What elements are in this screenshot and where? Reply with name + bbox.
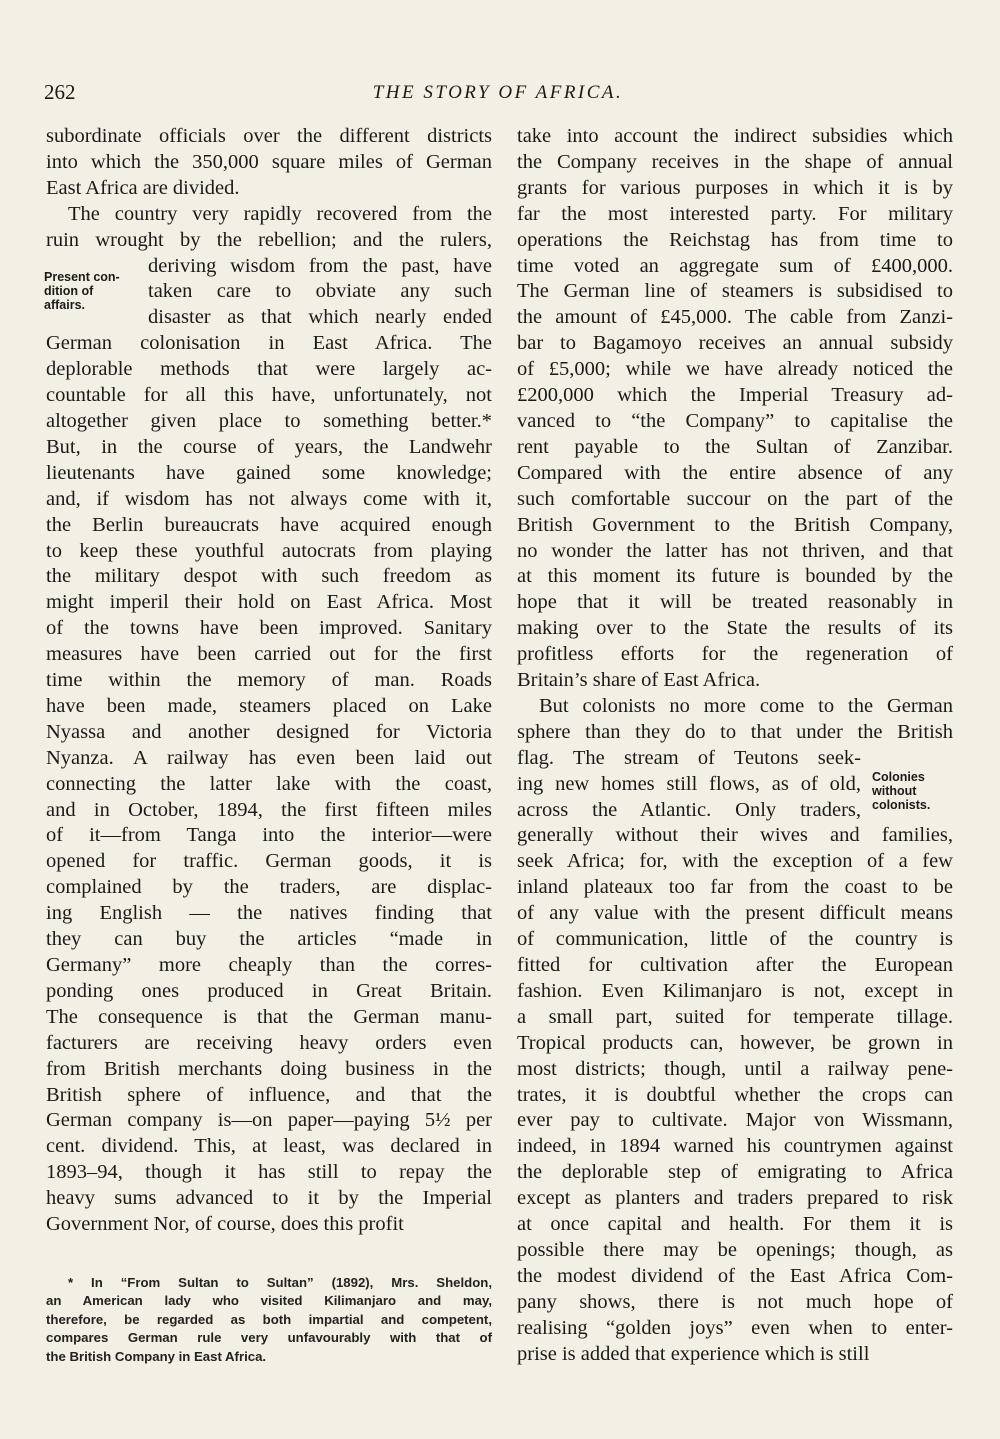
left-column <box>46 124 492 1238</box>
footnote-line: the British Company in East Africa. <box>46 1348 267 1364</box>
left-column-line: The country very rapidly recovered from the <box>68 202 492 225</box>
left-column-line: But, in the course of years, the Landwehr <box>46 435 492 458</box>
right-column <box>517 124 953 1368</box>
right-column-line: prise is added that experience which is still <box>517 1342 870 1365</box>
left-column-line: 1893–94, though it has still to repay the <box>46 1161 492 1184</box>
right-column-line: realising “golden joys” even when to enter- <box>517 1316 953 1339</box>
left-column-line: ing English — the natives finding that <box>46 902 492 925</box>
right-column-line: generally without their wives and families, <box>517 824 953 847</box>
right-column-line: fitted for cultivation after the European <box>517 954 953 976</box>
sidenote-line: affairs. <box>44 298 85 312</box>
left-column-line: measures have been carried out for the first <box>46 643 492 666</box>
right-column-line: vanced to “the Company” to capitalise the <box>517 409 953 432</box>
right-column-line: far the most interested party. For military <box>517 202 953 225</box>
left-column-line: heavy sums advanced to it by the Imperial <box>46 1187 492 1210</box>
right-column-line: Compared with the entire absence of any <box>517 461 953 484</box>
right-column-line: the amount of £45,000. The cable from Zanzi- <box>517 306 953 329</box>
sidenote-line: Colonies <box>872 770 925 784</box>
right-column-line: take into account the indirect subsidies which <box>517 125 953 147</box>
right-column-line: But colonists no more come to the German <box>539 694 953 717</box>
left-column-line: the Berlin bureaucrats have acquired enough <box>46 513 492 536</box>
left-column-line: lieutenants have gained some knowledge; <box>46 461 492 484</box>
left-column-line: cent. dividend. This, at least, was declared in <box>46 1135 492 1158</box>
right-column-line: of communication, little of the country is <box>517 928 953 951</box>
left-column-line: subordinate officials over the different districts <box>46 125 492 147</box>
right-column-line: bar to Bagamoyo receives an annual subsidy <box>517 332 953 355</box>
left-column-line: have been made, steamers placed on Lake <box>46 694 492 717</box>
left-column-line: Nyassa and another designed for Victoria <box>46 720 492 743</box>
left-column-line: the military despot with such freedom as <box>46 565 492 588</box>
footnote <box>46 1274 492 1366</box>
left-column-line: into which the 350,000 square miles of German <box>46 150 492 173</box>
left-column-line: altogether given place to something better.* <box>46 409 492 432</box>
right-column-line: ing new homes still flows, as of old, <box>517 772 861 795</box>
left-column-line: facturers are receiving heavy orders even <box>46 1031 492 1054</box>
left-column-line: complained by the traders, are displac- <box>46 876 492 899</box>
right-column-line: at once capital and health. For them it is <box>517 1213 953 1236</box>
right-column-line: the modest dividend of the East Africa Com- <box>517 1264 953 1287</box>
right-column-line: fashion. Even Kilimanjaro is not, except in <box>517 979 953 1002</box>
right-column-line: operations the Reichstag has from time to <box>517 228 953 251</box>
left-column-line: East Africa are divided. <box>46 176 240 199</box>
left-column-line: countable for all this have, unfortunately, not <box>46 384 492 407</box>
right-column-line: ever pay to cultivate. Major von Wissmann, <box>517 1109 953 1132</box>
right-column-line: possible there may be openings; though, as <box>517 1238 953 1261</box>
right-column-line: The German line of steamers is subsidised to <box>517 280 953 303</box>
left-column-line: from British merchants doing business in the <box>46 1057 492 1080</box>
left-column-line: Government Nor, of course, does this profit <box>46 1213 404 1236</box>
right-column-line: of any value with the present difficult means <box>517 902 953 925</box>
left-column-line: of it—from Tanga into the interior—were <box>46 824 492 847</box>
left-column-line: British sphere of influence, and that the <box>46 1083 492 1106</box>
left-column-line: connecting the latter lake with the coast, <box>46 772 492 795</box>
left-column-line: disaster as that which nearly ended <box>148 306 492 329</box>
left-column-line: deriving wisdom from the past, have <box>148 254 492 277</box>
left-column-line: to keep these youthful autocrats from playing <box>46 539 492 562</box>
right-column-line: making over to the State the results of its <box>517 617 953 640</box>
left-column-line: of the towns have been improved. Sanitary <box>46 617 492 640</box>
footnote-line: therefore, be regarded as both impartial and competent, <box>46 1311 492 1327</box>
right-column-line: hope that it will be treated reasonably in <box>517 591 953 614</box>
right-column-line: trates, it is doubtful whether the crops can <box>517 1083 953 1106</box>
right-column-line: inland plateaux too far from the coast to be <box>517 876 953 899</box>
right-column-line: Britain’s share of East Africa. <box>517 669 761 692</box>
left-column-line: might imperil their hold on East Africa. Most <box>46 591 492 614</box>
right-column-line: the deplorable step of emigrating to Africa <box>517 1161 953 1184</box>
right-column-line: seek Africa; for, with the exception of a few <box>517 850 953 873</box>
footnote-line: * In “From Sultan to Sultan” (1892), Mrs. Sheldon, <box>68 1275 492 1290</box>
running-title: THE STORY OF AFRICA. <box>372 82 624 103</box>
right-column-line: flag. The stream of Teutons seek- <box>517 746 861 769</box>
right-column-line: grants for various purposes in which it is by <box>517 176 953 199</box>
right-column-line: at this moment its future is bounded by the <box>517 565 953 588</box>
sidenote-line: dition of <box>44 284 94 298</box>
right-column-line: most districts; though, until a railway pene- <box>517 1057 953 1080</box>
footnote-line: compares German rule very unfavourably with that of <box>46 1330 492 1346</box>
sidenote-line: without <box>872 784 917 798</box>
right-column-line: sphere than they do to that under the British <box>517 720 953 743</box>
left-column-line: ponding ones produced in Great Britain. <box>46 979 492 1002</box>
left-column-line: and, if wisdom has not always come with it, <box>46 487 492 510</box>
left-column-line: taken care to obviate any such <box>148 280 492 303</box>
right-column-line: a small part, suited for temperate tillage. <box>517 1005 953 1028</box>
right-column-line: except as planters and traders prepared to risk <box>517 1187 953 1210</box>
right-column-line: of £5,000; while we have already noticed the <box>517 358 953 381</box>
footnote-line: an American lady who visited Kilimanjaro and may, <box>46 1293 492 1309</box>
right-column-line: across the Atlantic. Only traders, <box>517 798 861 821</box>
left-column-line: they can buy the articles “made in <box>46 928 492 951</box>
left-column-line: Germany” more cheaply than the corres- <box>46 954 492 976</box>
right-column-line: profitless efforts for the regeneration of <box>517 643 953 666</box>
left-column-line: Nyanza. A railway has even been laid out <box>46 746 492 769</box>
page-header <box>44 80 952 112</box>
left-column-line: ruin wrought by the rebellion; and the rulers, <box>46 228 492 251</box>
right-column-line: indeed, in 1894 warned his countrymen against <box>517 1135 953 1158</box>
left-column-line: time within the memory of man. Roads <box>46 669 492 692</box>
left-column-line: The consequence is that the German manu- <box>46 1005 492 1028</box>
right-column-line: Tropical products can, however, be grown in <box>517 1031 953 1054</box>
right-column-line: time voted an aggregate sum of £400,000. <box>517 254 953 277</box>
right-column-line: rent payable to the Sultan of Zanzibar. <box>517 435 953 458</box>
right-column-line: British Government to the British Company, <box>517 513 953 536</box>
right-column-line: no wonder the latter has not thriven, and that <box>517 539 953 562</box>
left-column-line: German colonisation in East Africa. The <box>46 332 492 355</box>
left-column-line: and in October, 1894, the first fifteen miles <box>46 798 492 821</box>
left-column-line: deplorable methods that were largely ac- <box>46 358 492 381</box>
right-column-line: such comfortable succour on the part of the <box>517 487 953 510</box>
sidenote-line: colonists. <box>872 798 931 812</box>
sidenote-line: Present con- <box>44 270 120 284</box>
left-column-line: opened for traffic. German goods, it is <box>46 850 492 873</box>
right-column-line: £200,000 which the Imperial Treasury ad- <box>517 384 953 407</box>
left-column-line: German company is—on paper—paying 5½ per <box>46 1109 492 1132</box>
right-column-line: the Company receives in the shape of annual <box>517 150 953 173</box>
right-column-line: pany shows, there is not much hope of <box>517 1290 953 1313</box>
page-number: 262 <box>44 80 76 104</box>
